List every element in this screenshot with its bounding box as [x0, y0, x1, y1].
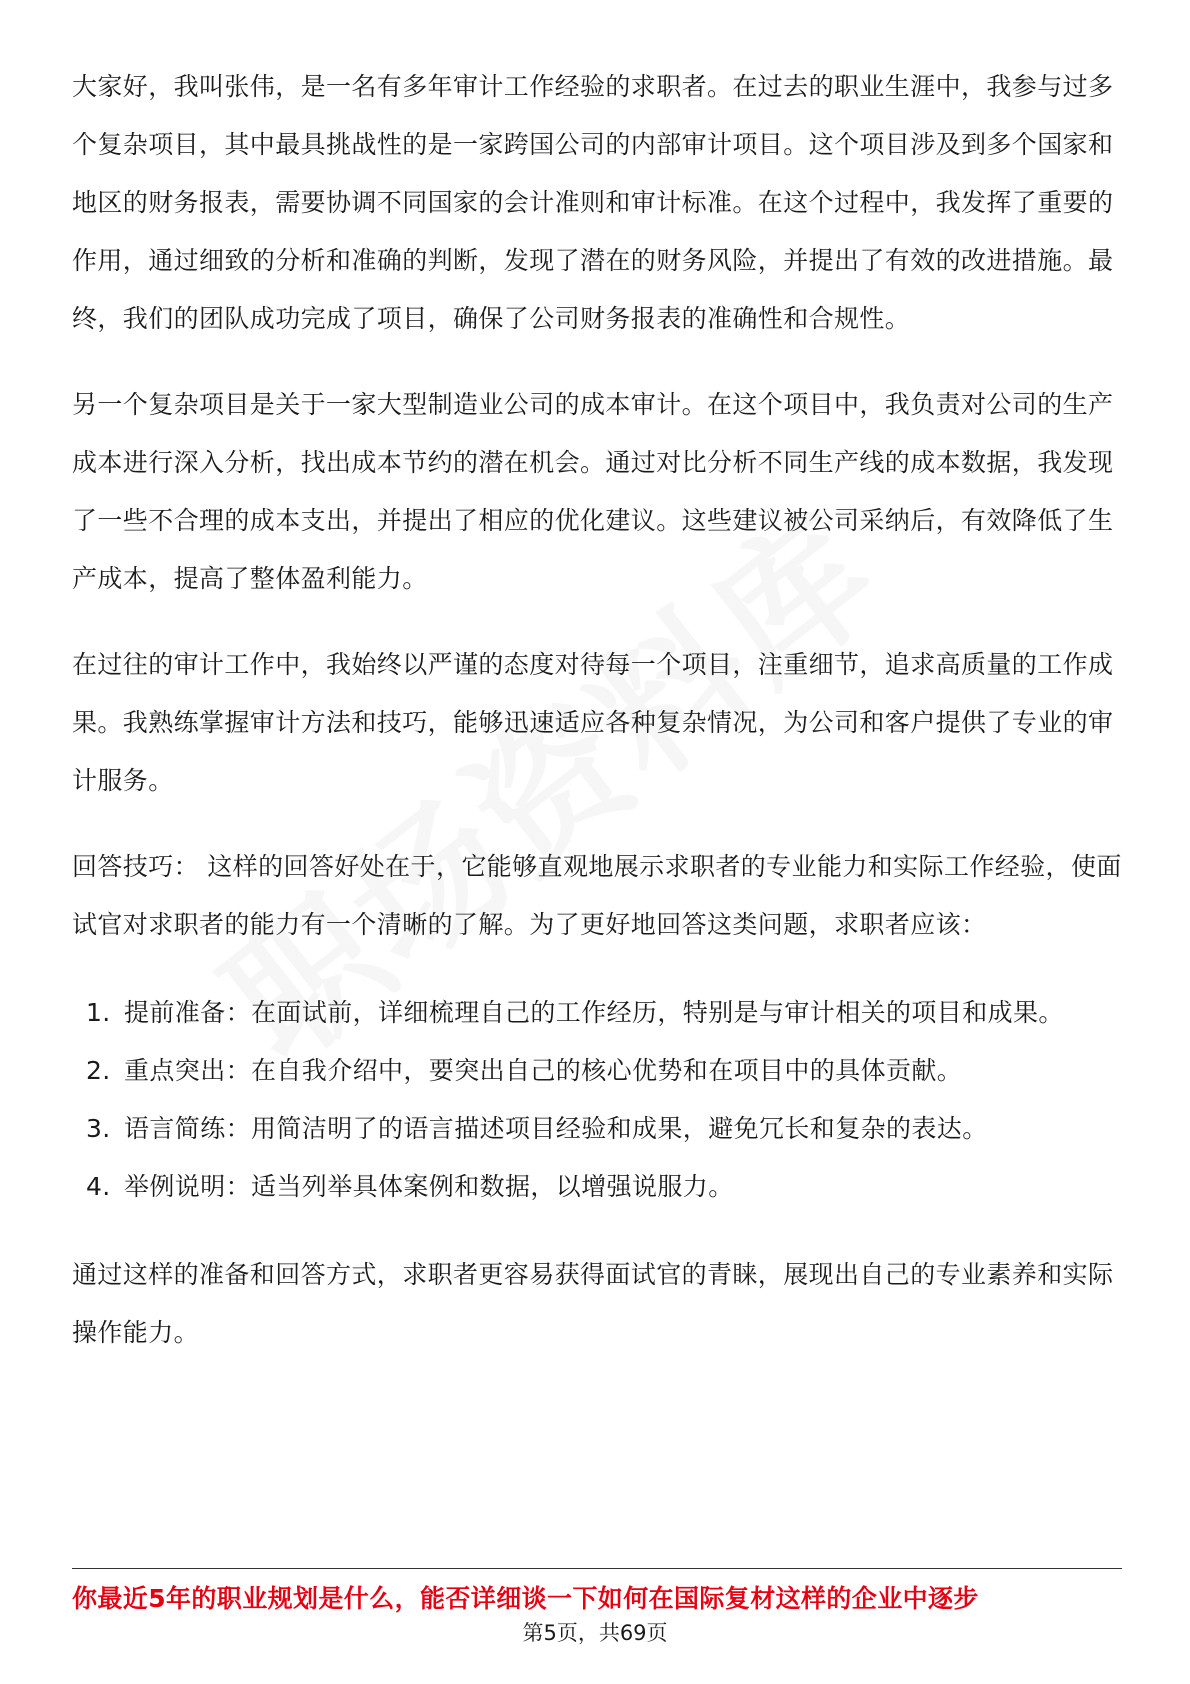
page-number: 第5页，共69页 [522, 1621, 668, 1645]
list-item [72, 984, 1122, 1042]
answer-tips-intro: 回答技巧： 这样的回答好处在于，它能够直观地展示求职者的专业能力和实际工作经验，使面试官对求职者的能力有一个清晰的了解。为了更好地回答这类问题，求职者应该： [72, 852, 1122, 939]
list-item-text: 举例说明：适当列举具体案例和数据，以增强说服力。 [124, 1172, 734, 1201]
list-item-text: 重点突出：在自我介绍中，要突出自己的核心优势和在项目中的具体贡献。 [124, 1056, 963, 1085]
next-question-heading: 你最近5年的职业规划是什么，能否详细谈一下如何在国际复材这样的企业中逐步 [72, 1584, 979, 1613]
closing-paragraph: 通过这样的准备和回答方式，求职者更容易获得面试官的青睐，展现出自己的专业素养和实际操作能力。 [72, 1260, 1114, 1347]
answer-paragraph-1: 大家好，我叫张伟，是一名有多年审计工作经验的求职者。在过去的职业生涯中，我参与过多个复杂项目，其中最具挑战性的是一家跨国公司的内部审计项目。这个项目涉及到多个国家和地区的财务报表，需要协调不同国家的会计准则和审计标准。在这个过程中，我发挥了重要的作用，通过细致的分析和准确的判断，发现了潜在的财务风险，并提出了有效的改进措施。最终，我们的团队成功完成了项目，确保了公司财务报表的准确性和合规性。 [72, 72, 1114, 333]
section-divider [72, 1568, 1122, 1569]
list-item-number: 1. [86, 998, 111, 1027]
answer-paragraph-2: 另一个复杂项目是关于一家大型制造业公司的成本审计。在这个项目中，我负责对公司的生产成本进行深入分析，找出成本节约的潜在机会。通过对比分析不同生产线的成本数据，我发现了一些不合理的成本支出，并提出了相应的优化建议。这些建议被公司采纳后，有效降低了生产成本，提高了整体盈利能力。 [72, 390, 1114, 593]
list-item-number: 2. [86, 1056, 111, 1085]
list-item-number: 3. [86, 1114, 111, 1143]
tips-list [72, 984, 1122, 1216]
list-item [72, 1042, 1122, 1100]
list-item-text: 语言简练：用简洁明了的语言描述项目经验和成果，避免冗长和复杂的表达。 [124, 1114, 988, 1143]
document-body [72, 58, 1122, 1362]
list-item-number: 4. [86, 1172, 111, 1201]
list-item [72, 1158, 1122, 1216]
answer-paragraph-3: 在过往的审计工作中，我始终以严谨的态度对待每一个项目，注重细节，追求高质量的工作成果。我熟练掌握审计方法和技巧，能够迅速适应各种复杂情况，为公司和客户提供了专业的审计服务。 [72, 650, 1114, 795]
list-item [72, 1100, 1122, 1158]
list-item-text: 提前准备：在面试前，详细梳理自己的工作经历，特别是与审计相关的项目和成果。 [124, 998, 1064, 1027]
